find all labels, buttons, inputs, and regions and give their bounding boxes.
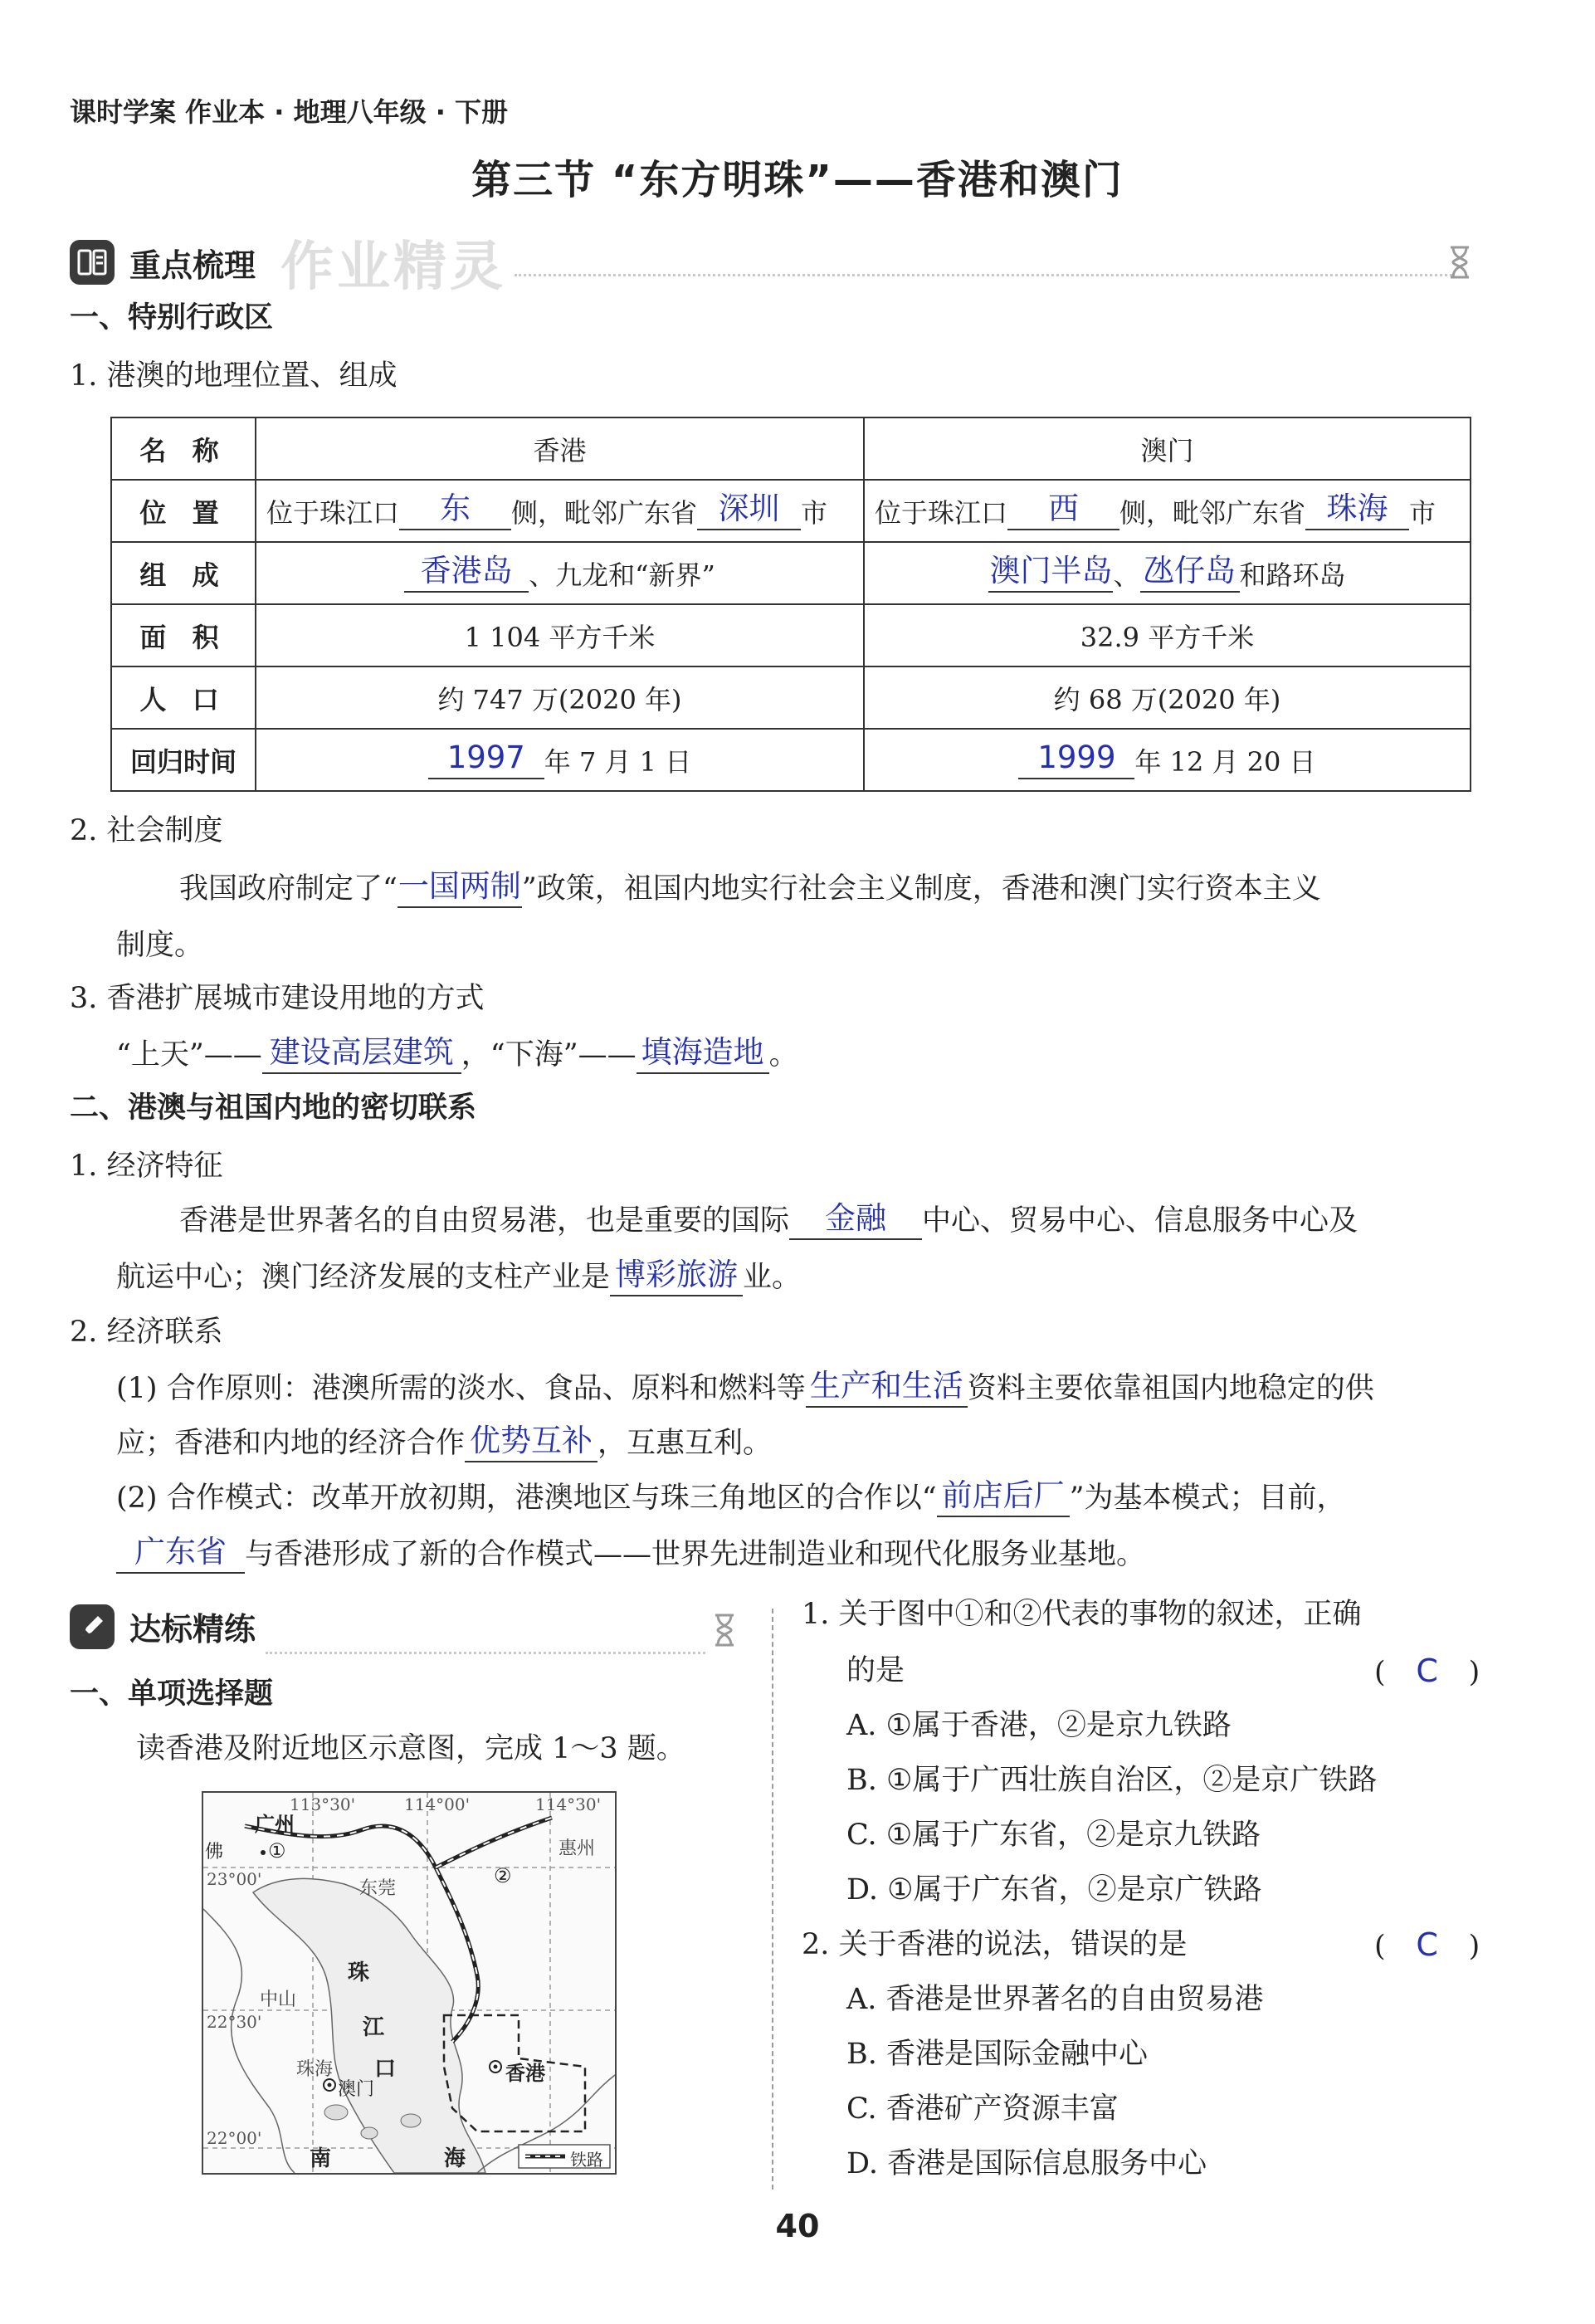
q3-line	[116, 1036, 798, 1074]
map-label-jiang: 江	[363, 2015, 385, 2040]
q2-option-d: D. 香港是国际信息服务中心	[846, 2147, 1207, 2180]
location-text: 侧，毗邻广东省	[511, 496, 698, 529]
blank	[404, 554, 529, 593]
row-label-location: 位 置	[111, 480, 256, 542]
answer: 建设高层建筑	[269, 1034, 454, 1070]
q2-paragraph-line2: 制度。	[116, 929, 204, 962]
econ-line2	[116, 1258, 801, 1296]
map-marker-2: ②	[494, 1864, 512, 1887]
q1-option-d: D. ①属于广东省，②是京广铁路	[846, 1873, 1262, 1907]
text: ，互惠互利。	[598, 1427, 773, 1460]
lon-label: 114°00'	[404, 1794, 471, 1814]
link-line1	[116, 1370, 1374, 1408]
q1-option-a: A. ①属于香港，②是京九铁路	[846, 1709, 1232, 1742]
text: 资料主要依靠祖国内地稳定的供	[967, 1372, 1374, 1405]
location-text: 位于珠江口	[266, 496, 400, 529]
lon-label: 114°30'	[535, 1794, 602, 1814]
text: (1) 合作原则：港澳所需的淡水、食品、原料和燃料等	[116, 1372, 806, 1405]
q2-option-c: C. 香港矿产资源丰富	[846, 2092, 1119, 2126]
series-header: 课时学案 作业本 · 地理八年级 · 下册	[70, 96, 509, 128]
link-line4	[116, 1536, 1145, 1574]
text: ，“下海”——	[461, 1038, 637, 1072]
mo-return-cell	[864, 729, 1471, 791]
map-label-hai: 海	[444, 2146, 466, 2171]
info-table	[110, 417, 1471, 792]
book-icon	[70, 240, 115, 285]
map-label-zhongshan: 中山	[260, 1990, 297, 2010]
page-title: 第三节 “东方明珠”——香港和澳门	[471, 157, 1124, 203]
link-line2	[116, 1424, 772, 1462]
text: 我国政府制定了“	[179, 872, 398, 906]
map-label-guangzhou: 广州	[255, 1812, 295, 1836]
mo-location-cell	[864, 480, 1471, 542]
composition-text: 、	[1113, 559, 1140, 591]
lat-label: 22°30'	[207, 2012, 262, 2032]
location-text: 侧，毗邻广东省	[1119, 496, 1306, 529]
q1-stem-line1: 1. 关于图中①和②代表的事物的叙述，正确	[802, 1598, 1362, 1631]
section-divider	[515, 274, 1452, 276]
hk-location-cell	[256, 480, 864, 542]
map-label-dongguan: 东莞	[359, 1878, 397, 1899]
key-points-header	[70, 224, 506, 300]
text: (2) 合作模式：改革开放初期，港澳地区与珠三角地区的合作以“	[116, 1482, 937, 1515]
text: 香港是世界著名的自由贸易港，也是重要的国际	[179, 1204, 790, 1238]
blank	[1140, 554, 1240, 593]
map-marker-1: ①	[268, 1839, 286, 1863]
blank	[428, 741, 544, 779]
mo-composition-cell	[864, 542, 1471, 604]
blank	[1007, 492, 1119, 530]
table-header-mo: 澳门	[864, 417, 1471, 480]
blank	[399, 492, 511, 530]
page-number: 40	[775, 2208, 820, 2244]
row-label-return: 回归时间	[111, 729, 256, 791]
answer: 填海造地	[641, 1034, 764, 1070]
part1-q1-title: 1. 港澳的地理位置、组成	[70, 359, 398, 393]
blank	[610, 1257, 743, 1296]
answer: 优势互补	[470, 1423, 593, 1458]
blank	[398, 868, 522, 908]
answer: 金融	[825, 1200, 887, 1236]
q1-answer: C	[1416, 1653, 1438, 1689]
part2-heading: 二、港澳与祖国内地的密切联系	[70, 1091, 477, 1125]
table-row	[111, 604, 1471, 666]
practice-heading: 一、单项选择题	[70, 1677, 274, 1711]
q2-option-a: A. 香港是世界著名的自由贸易港	[846, 1983, 1264, 2016]
mo-area: 32.9 平方千米	[864, 604, 1471, 666]
answer: 珠海	[1326, 490, 1388, 526]
link-line3	[116, 1479, 1346, 1517]
practice-title: 达标精练	[129, 1611, 256, 1648]
watermark: 作业精灵	[280, 237, 507, 298]
lat-label: 22°00'	[207, 2128, 262, 2148]
map-legend-label: 铁路	[570, 2150, 603, 2170]
q2-answer: C	[1416, 1926, 1438, 1963]
blank	[988, 554, 1113, 593]
column-divider	[772, 1609, 773, 2190]
key-points-title: 重点梳理	[129, 247, 256, 284]
row-label-composition: 组 成	[111, 542, 256, 604]
q1-option-c: C. ①属于广东省，②是京九铁路	[846, 1819, 1261, 1852]
econ-line1	[179, 1202, 1358, 1240]
pencil-icon	[70, 1604, 115, 1649]
part2-q2-title: 2. 经济联系	[70, 1316, 223, 1349]
section-divider	[266, 1652, 705, 1654]
q1-answer-box: ( C )	[1374, 1653, 1480, 1689]
blank	[465, 1423, 598, 1462]
blank	[1305, 492, 1409, 530]
hk-composition-cell	[256, 542, 864, 604]
hong-kong-map	[202, 1791, 617, 2175]
map-label-hongkong: 香港	[505, 2061, 545, 2085]
location-text: 位于珠江口	[875, 496, 1008, 529]
text: ”政策，祖国内地实行社会主义制度，香港和澳门实行资本主义	[521, 872, 1321, 906]
lon-label: 113°30'	[290, 1794, 356, 1814]
location-text: 市	[1409, 496, 1436, 529]
answer: 东	[440, 490, 471, 526]
hourglass-icon	[712, 1614, 737, 1650]
blank	[697, 492, 801, 530]
text: 与香港形成了新的合作模式——世界先进制造业和现代化服务业基地。	[245, 1538, 1146, 1571]
answer: 1999	[1037, 739, 1116, 775]
map-label-kou: 口	[374, 2057, 397, 2082]
part2-q1-title: 1. 经济特征	[70, 1150, 223, 1183]
practice-header	[70, 1604, 256, 1649]
answer: 深圳	[718, 490, 780, 526]
q1-stem-line2: 的是	[846, 1654, 905, 1687]
blank	[806, 1368, 968, 1408]
blank	[937, 1477, 1070, 1517]
table-row	[111, 666, 1471, 729]
answer: 1997	[446, 739, 525, 775]
q2-paragraph-line1	[179, 870, 1321, 908]
table-row	[111, 480, 1471, 542]
answer: 广东省	[134, 1534, 227, 1570]
return-date-text: 年 12 月 20 日	[1134, 745, 1316, 778]
table-header-name: 名 称	[111, 417, 256, 480]
mo-population: 约 68 万(2020 年)	[864, 666, 1471, 729]
map-label-zhu: 珠	[348, 1960, 370, 1985]
return-date-text: 年 7 月 1 日	[544, 745, 692, 778]
answer: 一国两制	[398, 868, 521, 904]
composition-text: 、九龙和“新界”	[529, 559, 715, 591]
part1-q2-title: 2. 社会制度	[70, 814, 223, 847]
row-label-area: 面 积	[111, 604, 256, 666]
blank	[637, 1034, 769, 1074]
blank	[262, 1034, 461, 1074]
part1-heading: 一、特别行政区	[70, 301, 274, 334]
map-label-foshan: 佛	[205, 1842, 224, 1863]
map-label-huizhou: 惠州	[558, 1838, 596, 1859]
text: 业。	[743, 1261, 802, 1294]
q2-answer-box: ( C )	[1374, 1926, 1480, 1963]
text: 航运中心；澳门经济发展的支柱产业是	[116, 1261, 611, 1294]
practice-intro: 读香港及附近地区示意图，完成 1～3 题。	[136, 1732, 685, 1765]
text: ”为基本模式；目前，	[1069, 1482, 1346, 1515]
location-text: 市	[801, 496, 828, 529]
table-header-hk: 香港	[256, 417, 864, 480]
text: 中心、贸易中心、信息服务中心及	[922, 1204, 1358, 1238]
part1-q3-title: 3. 香港扩展城市建设用地的方式	[70, 982, 485, 1015]
answer: 氹仔岛	[1144, 552, 1236, 588]
blank	[789, 1200, 922, 1240]
q1-option-b: B. ①属于广西壮族自治区，②是京广铁路	[846, 1764, 1378, 1797]
map-label-macau: 澳门	[338, 2079, 375, 2100]
q2-stem: 2. 关于香港的说法，错误的是	[802, 1928, 1188, 1961]
text: 应；香港和内地的经济合作	[116, 1427, 466, 1460]
answer: 前店后厂	[941, 1477, 1065, 1513]
row-label-population: 人 口	[111, 666, 256, 729]
blank	[116, 1534, 245, 1574]
answer: 香港岛	[420, 552, 513, 588]
lat-label: 23°00'	[207, 1869, 262, 1889]
answer: 博彩旅游	[615, 1257, 739, 1292]
text: 。	[768, 1038, 798, 1072]
q2-option-b: B. 香港是国际金融中心	[846, 2038, 1148, 2071]
hourglass-icon	[1447, 246, 1472, 282]
map-label-nan: 南	[310, 2146, 332, 2171]
map-label-zhuhai: 珠海	[296, 2059, 334, 2080]
answer: 生产和生活	[809, 1368, 963, 1404]
table-row	[111, 729, 1471, 791]
hk-area: 1 104 平方千米	[256, 604, 864, 666]
text: “上天”——	[116, 1038, 262, 1072]
hk-return-cell	[256, 729, 864, 791]
blank	[1018, 741, 1134, 779]
table-row	[111, 417, 1471, 480]
hk-population: 约 747 万(2020 年)	[256, 666, 864, 729]
table-row	[111, 542, 1471, 604]
answer: 澳门半岛	[989, 552, 1113, 588]
answer: 西	[1048, 490, 1080, 526]
composition-text: 和路环岛	[1239, 559, 1346, 591]
